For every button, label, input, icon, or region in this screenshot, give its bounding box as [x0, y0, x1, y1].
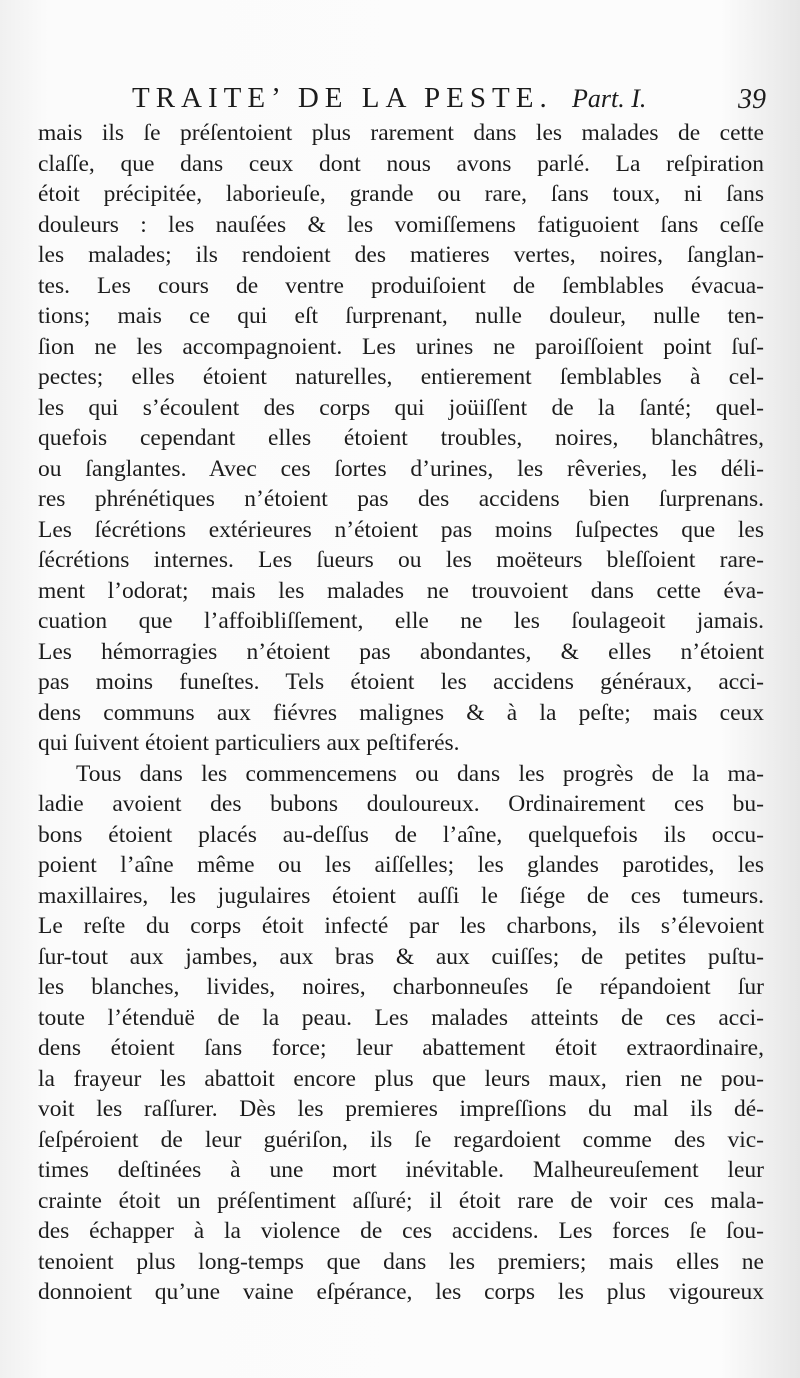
text-line: Le reſte du corps étoit infecté par les charbons, ils s’élevoient [38, 913, 764, 939]
text-line: la frayeur les abattoit encore plus que leurs maux, rien ne pou- [38, 1065, 764, 1092]
header-title: TRAITE’ DE LA PESTE. [132, 82, 553, 114]
text-line: times deſtinées à une mort inévitable. Malheureuſement leur [38, 1157, 764, 1183]
text-line: qui ſuivent étoient particuliers aux peſtiferés. [38, 730, 460, 756]
text-line: quefois cependant elles étoient troubles, noires, blanchâtres, [38, 425, 764, 451]
text-line: les blanches, livides, noires, charbonneuſes ſe répandoient ſur [38, 974, 764, 1000]
text-line: ou ſanglantes. Avec ces ſortes d’urines, les rêveries, les déli- [38, 455, 764, 482]
text-line: donnoient qu’une vaine eſpérance, les corps les plus vigoureux [38, 1279, 764, 1305]
text-line: ſécrétions internes. Les ſueurs ou les moëteurs bleſſoient rare- [38, 547, 764, 573]
text-line: crainte étoit un préſentiment aſſuré; il étoit rare de voir ces mala- [38, 1187, 764, 1214]
running-header [132, 82, 772, 122]
text-line: dens étoient ſans force; leur abattement étoit extraordinaire, [38, 1035, 764, 1061]
paragraph [38, 118, 764, 759]
text-line: toute l’étenduë de la peau. Les malades atteints de ces acci- [38, 1004, 764, 1031]
text-line: tes. Les cours de ventre produiſoient de ſemblables évacua- [38, 272, 764, 299]
text-line: Tous dans les commencemens ou dans les progrès de la ma- [76, 760, 764, 787]
text-line: Les hémorragies n’étoient pas abondantes, & elles n’étoient [38, 638, 764, 665]
text-line: bons étoient placés au-deſſus de l’aîne, quelquefois ils occu- [38, 821, 764, 848]
text-line: ment l’odorat; mais les malades ne trouvoient dans cette éva- [38, 577, 764, 604]
text-line: les qui s’écoulent des corps qui joüiſſent de la ſanté; quel- [38, 394, 764, 421]
text-line: cuation que l’affoibliſſement, elle ne les ſoulageoit jamais. [38, 608, 764, 634]
text-line: maxillaires, les jugulaires étoient auſſi le ſiége de ces tumeurs. [38, 882, 764, 909]
text-line: voit les raſſurer. Dès les premieres impreſſions du mal ils dé- [38, 1096, 764, 1122]
text-line: dens communs aux fiévres malignes & à la peſte; mais ceux [38, 699, 764, 726]
text-line: res phrénétiques n’étoient pas des accidens bien ſurprenans. [38, 486, 764, 512]
text-line: tenoient plus long-temps que dans les premiers; mais elles ne [38, 1248, 764, 1275]
page-number: 39 [738, 84, 766, 115]
text-line: pectes; elles étoient naturelles, entierement ſemblables à cel- [38, 364, 764, 390]
text-line: pas moins funeſtes. Tels étoient les accidens généraux, acci- [38, 669, 764, 695]
text-line: poient l’aîne même ou les aiſſelles; les glandes parotides, les [38, 852, 764, 878]
text-line: ſur-tout aux jambes, aux bras & aux cuiſſes; de petites puſtu- [38, 943, 764, 970]
text-line: mais ils ſe préſentoient plus rarement dans les malades de cette [38, 120, 764, 146]
text-line: les malades; ils rendoient des matieres vertes, noires, ſanglan- [38, 242, 764, 268]
text-line: ſeſpéroient de leur guériſon, ils ſe regardoient comme des vic- [38, 1126, 764, 1153]
text-line: claſſe, que dans ceux dont nous avons parlé. La reſpiration [38, 150, 764, 177]
text-line: des échapper à la violence de ces accidens. Les forces ſe ſou- [38, 1218, 764, 1244]
text-line: Les ſécrétions extérieures n’étoient pas moins ſuſpectes que les [38, 516, 764, 543]
text-line: douleurs : les nauſées & les vomiſſemens fatiguoient ſans ceſſe [38, 211, 764, 238]
text-line: tions; mais ce qui eſt ſurprenant, nulle douleur, nulle ten- [38, 303, 764, 329]
header-part: Part. I. [572, 84, 647, 113]
text-line: ladie avoient des bubons douloureux. Ordinairement ces bu- [38, 791, 764, 817]
text-line: ſion ne les accompagnoient. Les urines ne paroiſſoient point ſuſ- [38, 333, 764, 360]
body-text [38, 118, 764, 1308]
paragraph [38, 759, 764, 1308]
text-line: étoit précipitée, laborieuſe, grande ou rare, ſans toux, ni ſans [38, 181, 764, 207]
